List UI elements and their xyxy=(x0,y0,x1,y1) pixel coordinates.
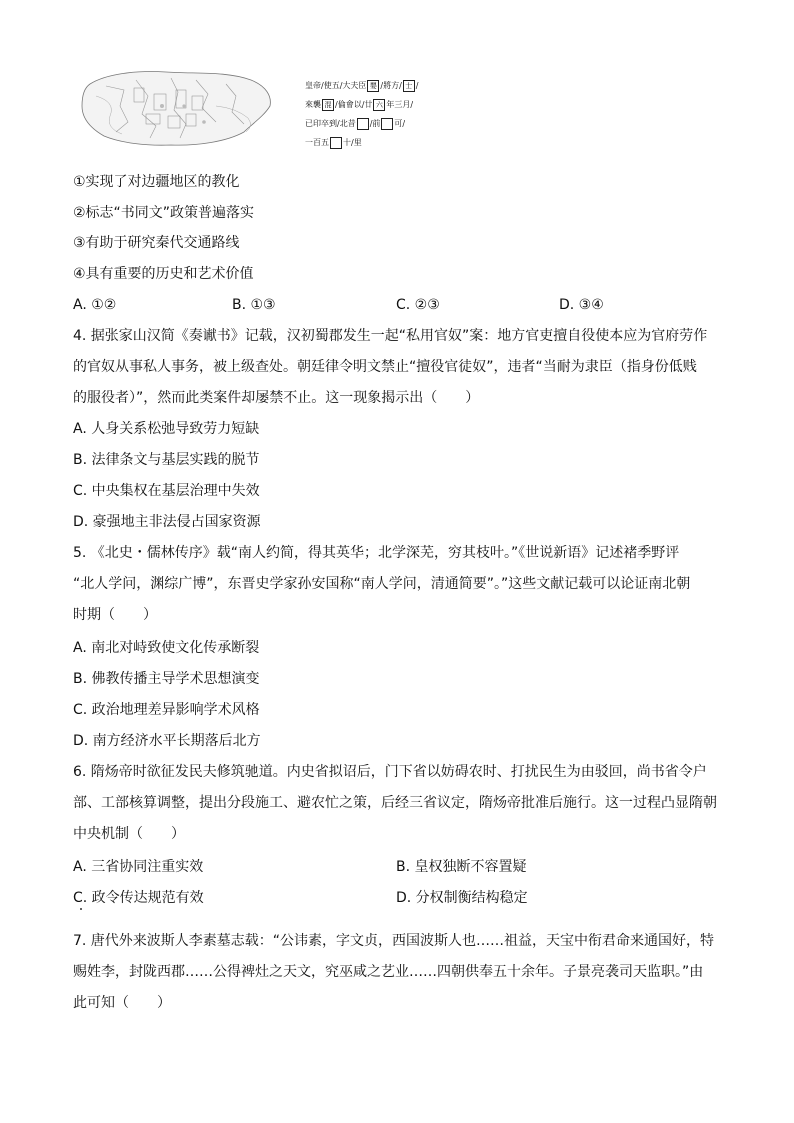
q6-option-c[interactable]: C. 政令传达规范有效 xyxy=(73,890,204,906)
q5-option-a[interactable]: A. 南北对峙致使文化传承断裂 xyxy=(73,640,260,656)
q5-option-d[interactable]: D. 南方经济水平长期落后北方 xyxy=(73,733,261,749)
inscription-transcription xyxy=(305,76,418,152)
stray-mark xyxy=(80,908,82,910)
q5-stem-line-3: 时期（ ） xyxy=(73,607,157,623)
q7-stem-line-3: 此可知（ ） xyxy=(73,995,171,1011)
q6-stem-line-3: 中央机制（ ） xyxy=(73,826,185,842)
stone-rubbing-image xyxy=(76,66,276,150)
q3-statement-1: ①实现了对边疆地区的教化 xyxy=(73,174,240,190)
q3-statement-4: ④具有重要的历史和艺术价值 xyxy=(73,266,254,282)
q3-option-b[interactable]: B. ①③ xyxy=(232,297,276,313)
q7-stem-line-2: 赐姓李，封陇西郡……公得裨灶之天文，究巫咸之艺业……四朝供奉五十余年。子景亮袭司天监职。”由 xyxy=(73,964,704,980)
q6-stem-line-1: 6. 隋炀帝时欲征发民夫修筑驰道。内史省拟诏后，门下省以妨碍农时、打扰民生为由驳回，尚书省令户 xyxy=(73,764,707,780)
q4-option-b[interactable]: B. 法律条文与基层实践的脱节 xyxy=(73,452,260,468)
q4-option-d[interactable]: D. 豪强地主非法侵占国家资源 xyxy=(73,514,261,530)
q5-option-b[interactable]: B. 佛教传播主导学术思想演变 xyxy=(73,671,260,687)
q6-option-b[interactable]: B. 皇权独断不容置疑 xyxy=(396,859,527,875)
q7-stem-line-1: 7. 唐代外来波斯人李素墓志载：“公讳素，字文贞，西国波斯人也……祖益，天宝中衔君命来通国好，特 xyxy=(73,933,715,949)
q5-option-c[interactable]: C. 政治地理差异影响学术风格 xyxy=(73,702,260,718)
q3-option-c[interactable]: C. ②③ xyxy=(396,297,440,313)
q6-stem-line-2: 部、工部核算调整，提出分段施工、避农忙之策，后经三省议定，隋炀帝批准后施行。这一过程凸显隋朝 xyxy=(73,795,717,811)
q6-option-d[interactable]: D. 分权制衡结构稳定 xyxy=(396,890,528,906)
inscription-line-4: 一百五 十/里 xyxy=(305,138,362,147)
q3-statement-3: ③有助于研究秦代交通路线 xyxy=(73,235,240,251)
q3-option-a[interactable]: A. ①② xyxy=(73,297,117,313)
q6-option-a[interactable]: A. 三省协同注重实效 xyxy=(73,859,204,875)
q4-stem-line-1: 4. 据张家山汉简《奏谳书》记载，汉初蜀郡发生一起“私用官奴”案：地方官吏擅自役使本应为官府劳作 xyxy=(73,328,708,344)
inscription-line-1: 皇帝/使五/大夫臣 嬰 /將方/ 士 / xyxy=(305,81,419,90)
q4-stem-line-2: 的官奴从事私人事务，被上级查处。朝廷律令明文禁止“擅役官徒奴”，违者“当耐为隶臣（指身份低贱 xyxy=(73,359,697,375)
q4-option-c[interactable]: C. 中央集权在基层治理中失效 xyxy=(73,483,260,499)
q3-statement-2: ②标志“书同文”政策普遍落实 xyxy=(73,205,255,221)
q5-stem-line-2: “北人学问，渊综广博”，东晋史学家孙安国称“南人学问，清通简要”。”这些文献记载可以论证南北朝 xyxy=(73,576,691,592)
q4-option-a[interactable]: A. 人身关系松弛导致劳力短缺 xyxy=(73,421,260,437)
q4-stem-line-3: 的服役者）”，然而此类案件却屡禁不止。这一现象揭示出（ ） xyxy=(73,390,480,406)
inscription-line-2: 來襲 混 /倫會以/廿 六 年三月/ xyxy=(305,100,414,109)
inscription-line-3: 已印卒到/北昔 /前 可/ xyxy=(305,119,406,128)
q3-option-d[interactable]: D. ③④ xyxy=(559,297,604,313)
q5-stem-line-1: 5. 《北史・儒林传序》载“南人约简，得其英华；北学深芜，穷其枝叶。”《世说新语》记述褚季野评 xyxy=(73,545,680,561)
